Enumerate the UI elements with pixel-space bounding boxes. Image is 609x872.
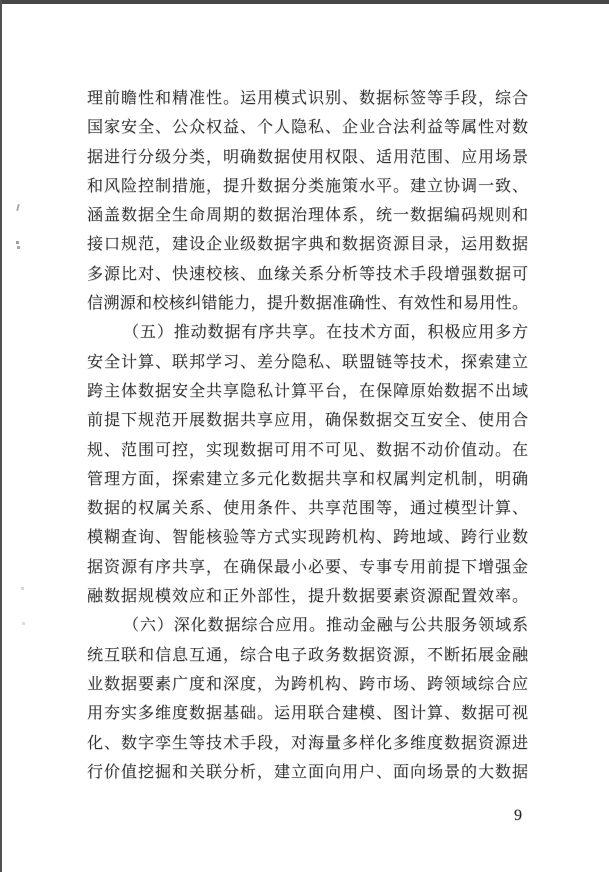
text-line: 数据的权属关系、使用条件、共享范围等，通过模型计算、 — [87, 500, 528, 518]
scan-artifact-dot — [21, 587, 24, 590]
text-line: 跨主体数据安全共享隐私计算平台，在保障原始数据不出域 — [87, 382, 528, 400]
text-line: 用夯实多维度数据基础。运用联合建模、图计算、数据可视 — [87, 705, 528, 723]
text-line: 化、数字孪生等技术手段，对海量多样化多维度数据资源进 — [87, 734, 528, 752]
text-line: 国家安全、公众权益、个人隐私、企业合法利益等属性对数 — [87, 119, 528, 137]
text-line: 融数据规模效应和正外部性，提升数据要素资源配置效率。 — [87, 588, 528, 606]
text-line: 安全计算、联邦学习、差分隐私、联盟链等技术，探索建立 — [87, 353, 528, 371]
paragraph-start-line-section-6: （六）深化数据综合应用。推动金融与公共服务领域系 — [123, 617, 528, 635]
page-number: 9 — [514, 807, 522, 824]
scan-artifact-dot — [22, 622, 25, 625]
scan-artifact-colon — [16, 241, 19, 244]
scan-border-left — [0, 0, 2, 872]
text-line: 据资源有序共享，在确保最小必要、专事专用前提下增强金 — [87, 558, 528, 576]
page-text-block — [87, 84, 528, 787]
text-line: 统互联和信息互通，综合电子政务数据资源，不断拓展金融 — [87, 646, 528, 664]
scan-border-top — [0, 0, 609, 4]
text-line: 据进行分级分类，明确数据使用权限、适用范围、应用场景 — [87, 148, 528, 166]
text-line: 业数据要素广度和深度，为跨机构、跨市场、跨领域综合应 — [87, 675, 528, 693]
text-line: 管理方面，探索建立多元化数据共享和权属判定机制，明确 — [87, 470, 528, 488]
text-line: 涵盖数据全生命周期的数据治理体系，统一数据编码规则和 — [87, 207, 528, 225]
text-line: 前提下规范开展数据共享应用，确保数据交互安全、使用合 — [87, 412, 528, 430]
text-line: 理前瞻性和精准性。运用模式识别、数据标签等手段，综合 — [87, 90, 528, 107]
text-line: 和风险控制措施，提升数据分类施策水平。建立协调一致、 — [87, 177, 528, 195]
text-line: 行价值挖掘和关联分析，建立面向用户、面向场景的大数据 — [87, 763, 528, 781]
text-line: 信溯源和校核纠错能力，提升数据准确性、有效性和易用性。 — [87, 295, 528, 313]
text-line: 接口规范，建设企业级数据字典和数据资源目录，运用数据 — [87, 236, 528, 254]
paragraph-start-line-section-5: （五）推动数据有序共享。在技术方面，积极应用多方 — [123, 324, 528, 342]
scan-artifact-tick — [16, 204, 20, 211]
text-line: 多源比对、快速校核、血缘关系分析等技术手段增强数据可 — [87, 265, 528, 283]
text-line: 规、范围可控，实现数据可用不可见、数据不动价值动。在 — [87, 441, 528, 459]
text-line: 模糊查询、智能核验等方式实现跨机构、跨地域、跨行业数 — [87, 529, 528, 547]
